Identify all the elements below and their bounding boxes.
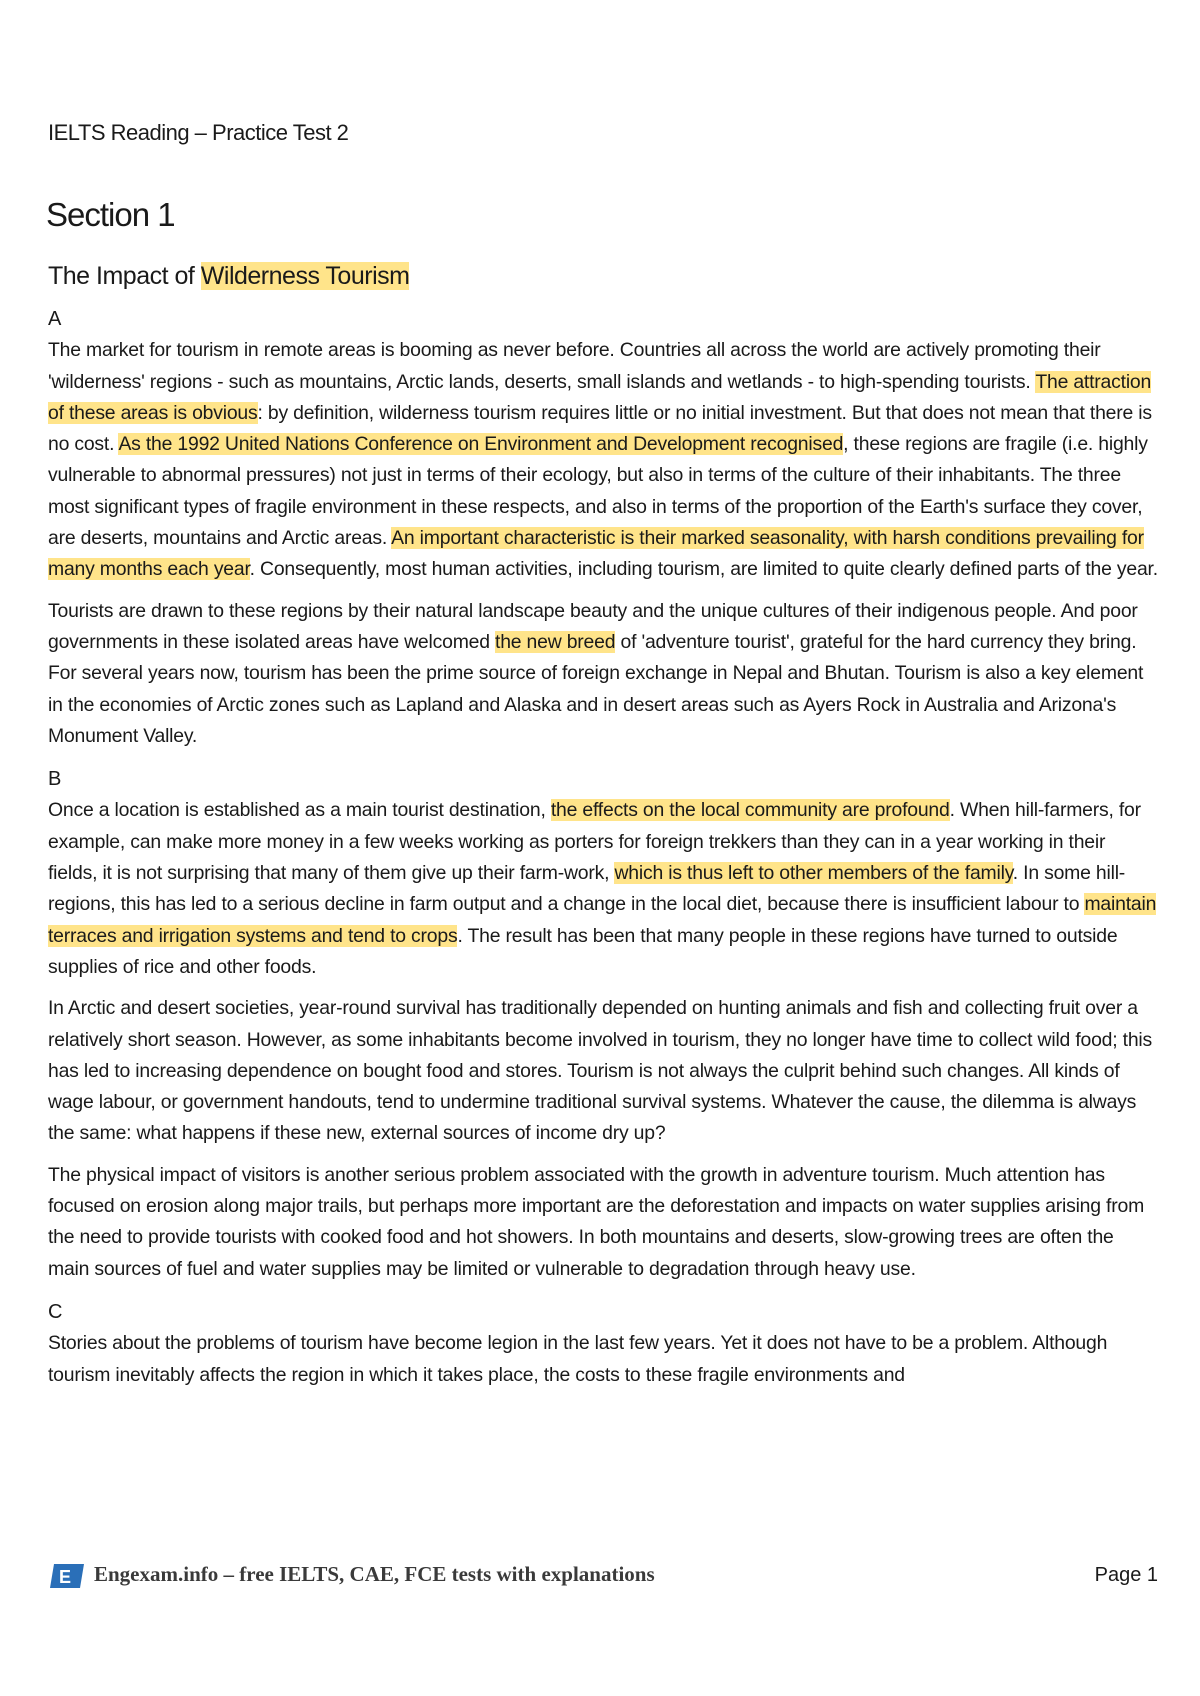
- text-run: , these regions are fragile (i.e. highly vulnerable to abnormal pressures) not just in terms of their ecology, but also in terms of the culture of their inhabitants. The three most significant types of fragile environment in these respects, and also in terms of the proportion of the Earth's surface they cover, are deserts, mountains and Arctic areas.: [48, 433, 1148, 550]
- article-title: [48, 262, 409, 291]
- text-run: Once a location is established as a main tourist destination,: [48, 799, 551, 822]
- text-run: . The result has been that many people in these regions have turned to outside supplies of rice and other foods.: [48, 924, 1118, 978]
- text-run: of 'adventure tourist', grateful for the hard currency they bring. For several years now, tourism has been the prime source of foreign exchange in Nepal and Bhutan. Tourism is also a key element in the economies of Arctic zones such as Lapland and Alaska and in desert areas such as Ayers Rock in Australia and Arizona's Monument Valley.: [48, 630, 1144, 747]
- text-run: : by definition, wilderness tourism requires little or no initial investment. But that does not mean that there is no cost.: [48, 401, 1152, 456]
- footer-site-text: Engexam.info – free IELTS, CAE, FCE tests with explanations: [94, 1562, 655, 1586]
- highlighted-text: the effects on the local community are profound: [550, 799, 950, 822]
- text-run: . In some hill-regions, this has led to a serious decline in farm output and a change in the local diet, because there is insufficient labour to: [48, 862, 1126, 916]
- paragraph-text: [48, 993, 1158, 1149]
- page-footer: [50, 1558, 1158, 1594]
- page-number: Page 1: [1094, 1564, 1158, 1586]
- text-run: . Consequently, most human activities, including tourism, are limited to quite clearly defined parts of the year.: [249, 558, 1158, 581]
- paragraph-letter: A: [48, 308, 62, 330]
- paragraph-text: [48, 1328, 1158, 1391]
- paragraph-text: [48, 335, 1158, 585]
- svg-text:E: E: [59, 1567, 72, 1587]
- highlighted-text: An important characteristic is their marked seasonality, with harsh conditions prevailing for many months each year: [48, 527, 1144, 581]
- document-header: IELTS Reading – Practice Test 2: [48, 120, 349, 145]
- paragraph-text: [48, 596, 1158, 752]
- text-run: In Arctic and desert societies, year-round survival has traditionally depended on hunting animals and fish and collecting fruit over a relatively short season. However, as some inhabitants become involved in tourism, they no longer have time to collect wild food; this has led to increasing dependence on bought food and stores. Tourism is not always the culprit behind such changes. All kinds of wage labour, or government handouts, tend to undermine traditional survival systems. Whatever the cause, the dilemma is always the same: what happens if these new, external sources of income dry up?: [48, 997, 1153, 1145]
- article-body: [48, 304, 1158, 1391]
- paragraph-letter: B: [48, 768, 62, 791]
- article-title-prefix: The Impact of: [48, 262, 201, 290]
- engexam-logo-icon: [50, 1564, 84, 1588]
- highlighted-text: which is thus left to other members of the family: [614, 862, 1013, 885]
- highlighted-text: the new breed: [495, 630, 616, 653]
- article-title-highlight: Wilderness Tourism: [200, 262, 410, 290]
- highlighted-text: maintain terraces and irrigation systems and tend to crops: [48, 893, 1157, 947]
- highlighted-text: As the 1992 United Nations Conference on Environment and Development recognised: [118, 433, 844, 456]
- text-run: The physical impact of visitors is another serious problem associated with the growth in adventure tourism. Much attention has focused on erosion along major trails, but perhaps more important are the deforestation and impacts on water supplies arising from the need to provide tourists with cooked food and hot showers. In both mountains and deserts, slow-growing trees are often the main sources of fuel and water supplies may be limited or vulnerable to degradation through heavy use.: [48, 1163, 1145, 1280]
- paragraph-text: [48, 1160, 1158, 1285]
- paragraph-text: [48, 795, 1158, 983]
- text-run: . When hill-farmers, for example, can make more money in a few weeks working as porters for foreign trekkers than they can in a year working in their fields, it is not surprising that many of them give up their farm-work,: [48, 799, 1141, 885]
- text-run: The market for tourism in remote areas is booming as never before. Countries all across the world are actively promoting their 'wilderness' regions - such as mountains, Arctic lands, deserts, small islands and wetlands - to high-spending tourists.: [48, 339, 1101, 393]
- text-run: Tourists are drawn to these regions by their natural landscape beauty and the unique cultures of their indigenous people. And poor governments in these isolated areas have welcomed: [48, 599, 1138, 653]
- paragraph-letter: C: [48, 1300, 63, 1323]
- section-title: Section 1: [46, 196, 175, 233]
- highlighted-text: The attraction of these areas is obvious: [48, 370, 1152, 424]
- text-run: Stories about the problems of tourism have become legion in the last few years. Yet it does not have to be a problem. Although tourism inevitably affects the region in which it takes place, the costs to these fragile environments and: [48, 1332, 1108, 1386]
